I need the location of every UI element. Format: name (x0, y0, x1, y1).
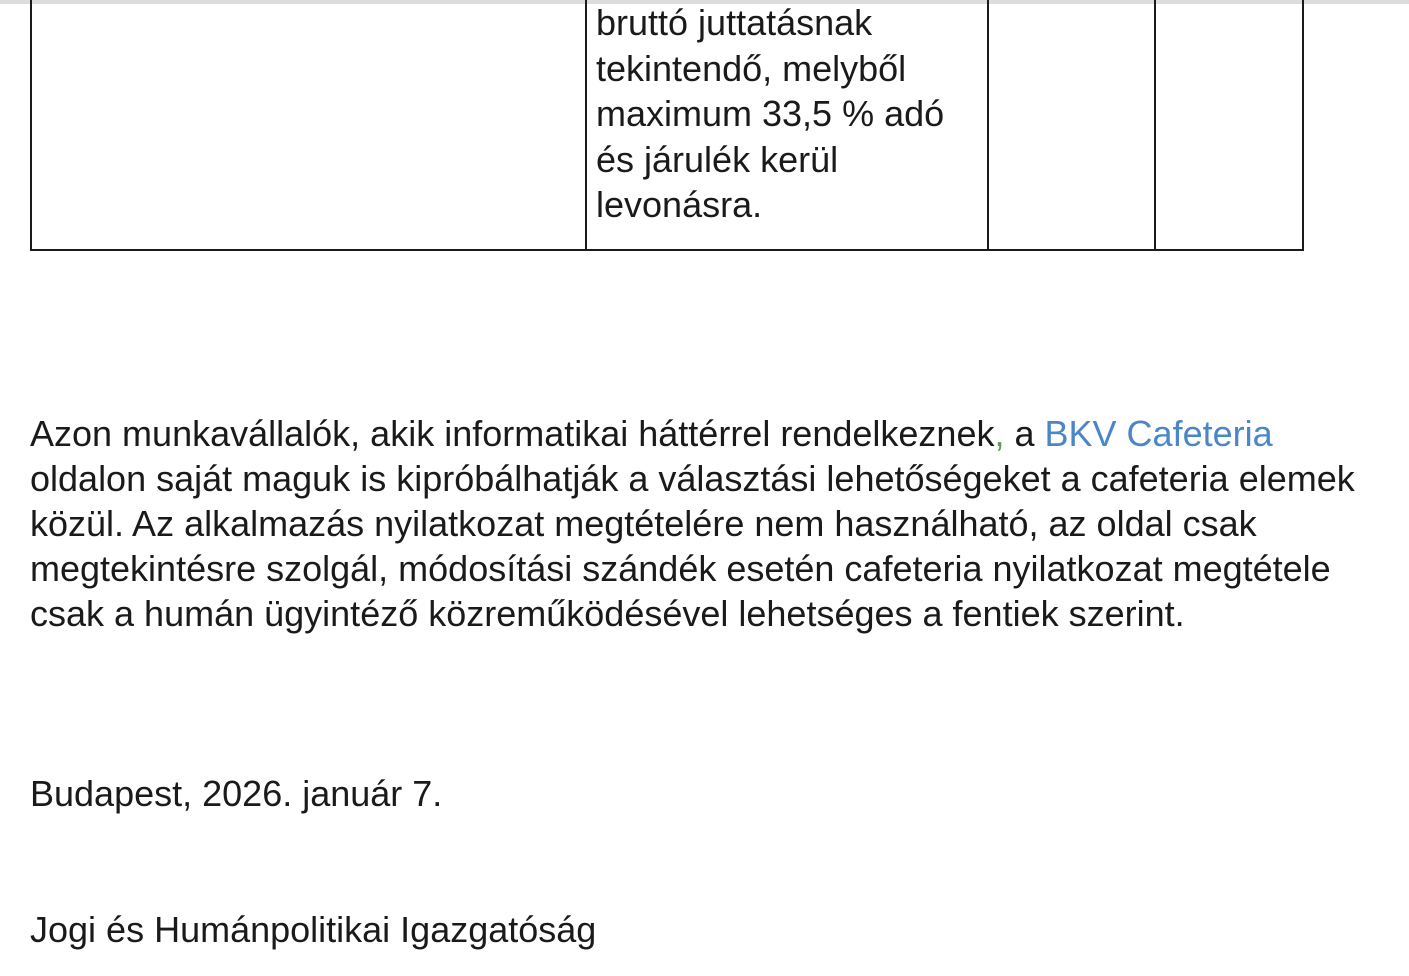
table-cell-empty-3 (988, 0, 1155, 250)
paragraph-text-after: oldalon saját maguk is kipróbálhatják a választási lehetőségeket a cafeteria elemek közül. Az alkalmazás nyilatkozat megtételére nem használható, az oldal csak megtekintésre szolgál, módosítási szándék esetén cafeteria nyilatkozat megtétele csak a humán ügyintéző közreműködésével lehetséges a fentiek szerint. (30, 458, 1355, 634)
table-cell-empty-1 (31, 0, 586, 250)
date-line: Budapest, 2026. január 7. (30, 773, 443, 814)
paragraph-comma: , (994, 413, 1005, 454)
info-paragraph (30, 411, 1390, 636)
bkv-cafeteria-link[interactable]: BKV Cafeteria (1044, 413, 1273, 454)
paragraph-text-mid: a (1004, 413, 1045, 454)
table-cell-text: bruttó juttatásnak tekintendő, melyből maximum 33,5 % adó és járulék kerül levonásra. (596, 2, 945, 225)
table-row (31, 0, 1303, 250)
benefits-table (30, 0, 1304, 251)
table-cell-empty-4 (1155, 0, 1303, 250)
table-cell-description (586, 0, 988, 250)
signature-line: Jogi és Humánpolitikai Igazgatóság (30, 909, 597, 950)
paragraph-text-before: Azon munkavállalók, akik informatikai háttérrel rendelkeznek (30, 413, 995, 454)
